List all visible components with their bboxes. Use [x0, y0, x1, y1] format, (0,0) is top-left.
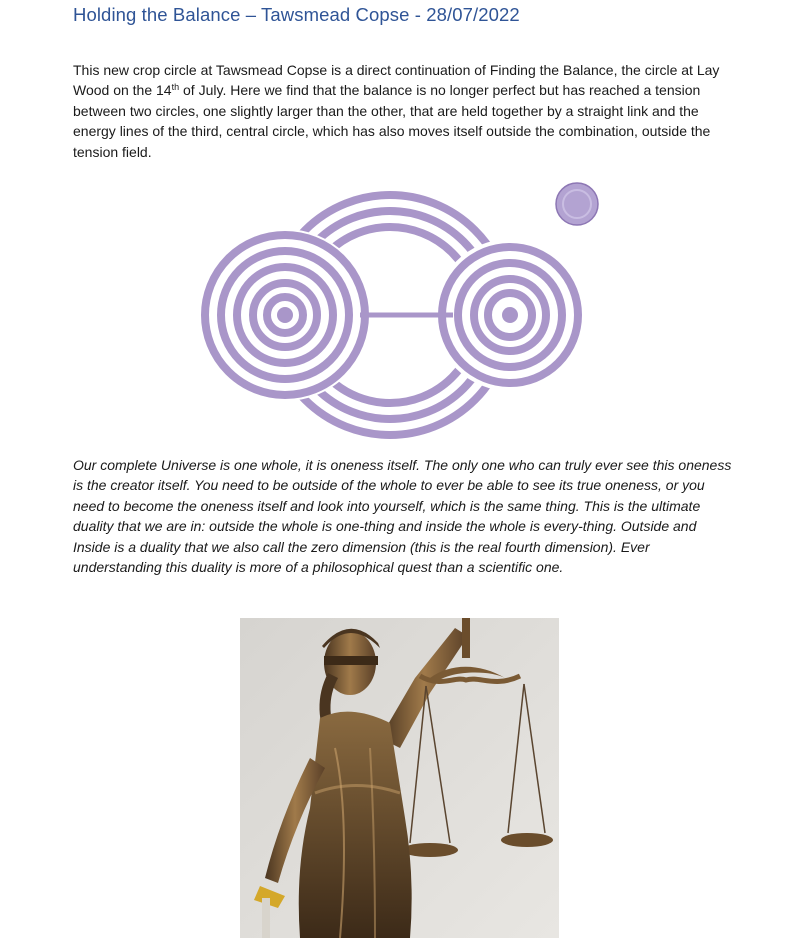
page-title: Holding the Balance – Tawsmead Copse - 28/07/2022 [73, 4, 520, 25]
lady-justice-statue-icon [240, 618, 559, 938]
intro-text-start: This new crop circle at Tawsmead Copse is a direct continuation of Finding the Balance, the circle at Lay Wood on the 14 [73, 62, 720, 99]
statue-photo-svg [240, 618, 559, 938]
crop-circle-drawing-icon [195, 175, 605, 440]
intro-paragraph [73, 60, 733, 162]
universe-paragraph: Our complete Universe is one whole, it is oneness itself. The only one who can truly ever see this oneness is the creator itself. You need to be outside of the whole to ever be able to see its true oneness, or you need to become the oneness itself and look into yourself, which is the same thing. This is the ultimate duality that we are in: outside the whole is one-thing and inside the whole is every-thing. Outside and Inside is a duality that we also call the zero dimension (this is the real fourth dimension). Ever understanding this duality is more of a philosophical quest than a scientific one. [73, 457, 732, 576]
intro-text-end: of July. Here we find that the balance is no longer perfect but has reached a tension between two circles, one slightly larger than the other, that are held together by a straight link and the energy lines of the third, central circle, which has also moves itself outside the combination, outside the tension field. [73, 82, 711, 160]
crop-circle-svg [195, 175, 605, 440]
intro-superscript: th [171, 82, 180, 93]
